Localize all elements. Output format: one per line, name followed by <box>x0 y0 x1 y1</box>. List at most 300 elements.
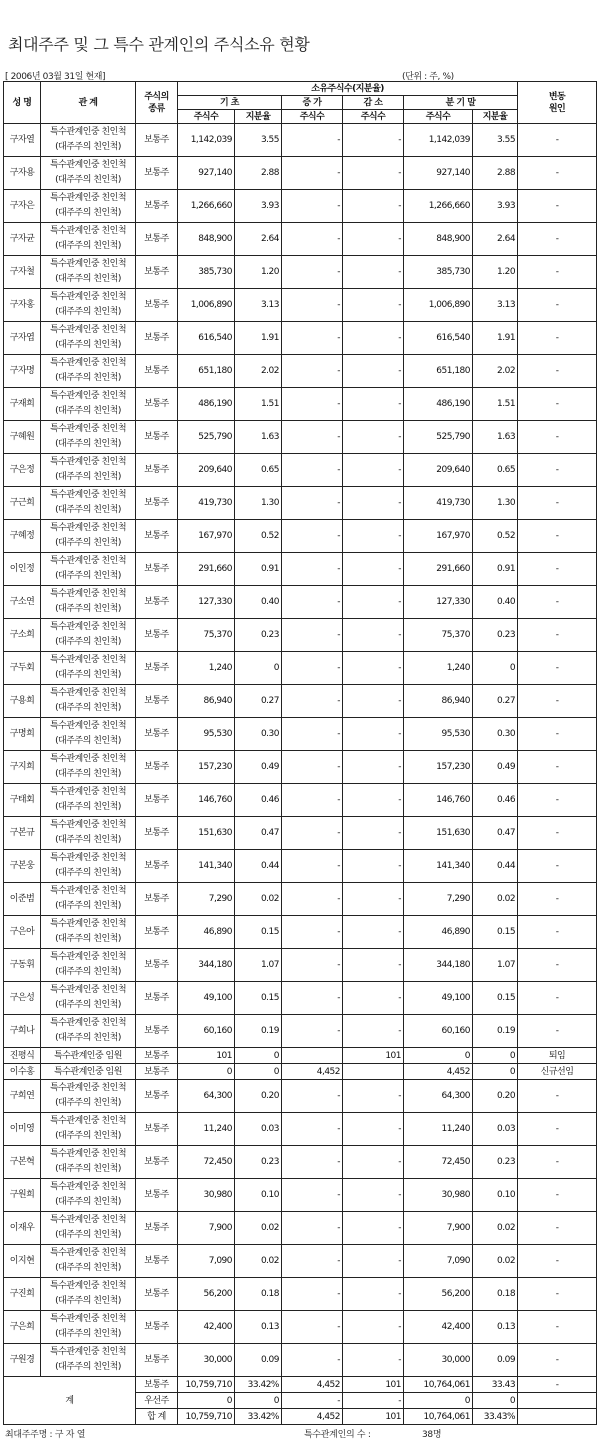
relation-line2: (대주주의 친인척) <box>55 868 121 878</box>
holder-name: 구희연 <box>4 1080 41 1113</box>
holder-name: 구동휘 <box>4 949 41 982</box>
end-shares: 75,370 <box>404 619 473 652</box>
beginning-ratio: 3.55 <box>235 124 282 157</box>
increase-shares: - <box>282 751 343 784</box>
beginning-ratio: 0.40 <box>235 586 282 619</box>
end-ratio: 0.15 <box>473 982 518 1015</box>
end-ratio: 0.27 <box>473 685 518 718</box>
decrease-shares: - <box>343 421 404 454</box>
end-ratio: 0.91 <box>473 553 518 586</box>
relation-line1: 특수관계인중 친인척 <box>49 1314 127 1324</box>
relation-line1: 특수관계인중 친인척 <box>49 490 127 500</box>
relation <box>41 157 136 190</box>
stock-type: 보통주 <box>136 421 178 454</box>
beginning-ratio: 0 <box>235 652 282 685</box>
decrease-shares: - <box>343 322 404 355</box>
end-shares: 10,764,061 <box>404 1377 473 1393</box>
end-shares: 927,140 <box>404 157 473 190</box>
end-ratio: 33.43 <box>473 1377 518 1393</box>
relation <box>41 685 136 718</box>
beginning-ratio: 0 <box>235 1048 282 1064</box>
change-reason: - <box>518 1344 597 1377</box>
beginning-ratio: 33.42% <box>235 1377 282 1393</box>
table-row <box>4 1048 597 1064</box>
beginning-ratio: 3.93 <box>235 190 282 223</box>
change-reason: - <box>518 619 597 652</box>
increase-shares: - <box>282 784 343 817</box>
end-ratio: 0.49 <box>473 751 518 784</box>
change-reason: - <box>518 355 597 388</box>
change-reason: - <box>518 487 597 520</box>
beginning-ratio: 1.20 <box>235 256 282 289</box>
end-ratio: 3.13 <box>473 289 518 322</box>
end-shares: 0 <box>404 1048 473 1064</box>
stock-type: 보통주 <box>136 982 178 1015</box>
beginning-shares: 616,540 <box>178 322 235 355</box>
end-shares: 848,900 <box>404 223 473 256</box>
change-reason: - <box>518 982 597 1015</box>
beginning-shares: 46,890 <box>178 916 235 949</box>
beginning-shares: 146,760 <box>178 784 235 817</box>
beginning-shares: 0 <box>178 1393 235 1409</box>
change-reason: - <box>518 685 597 718</box>
relation-line2: (대주주의 친인척) <box>55 967 121 977</box>
stock-type: 보통주 <box>136 1344 178 1377</box>
decrease-shares: - <box>343 256 404 289</box>
relation-line2: (대주주의 친인척) <box>55 934 121 944</box>
change-reason: - <box>518 322 597 355</box>
relation <box>41 256 136 289</box>
table-row <box>4 388 597 421</box>
decrease-shares: - <box>343 1179 404 1212</box>
relation-line1: 특수관계인중 친인척 <box>49 160 127 170</box>
stock-type: 보통주 <box>136 355 178 388</box>
change-reason: - <box>518 1212 597 1245</box>
beginning-shares: 86,940 <box>178 685 235 718</box>
table-row <box>4 685 597 718</box>
decrease-shares: - <box>343 1146 404 1179</box>
page-title: 최대주주 및 그 특수 관계인의 주식소유 현황 <box>8 35 310 54</box>
beginning-ratio: 2.02 <box>235 355 282 388</box>
end-ratio: 0 <box>473 1064 518 1080</box>
table-row <box>4 949 597 982</box>
relation-line2: (대주주의 친인척) <box>55 835 121 845</box>
beginning-ratio: 33.42% <box>235 1409 282 1425</box>
relation-line2: (대주주의 친인척) <box>55 1164 121 1174</box>
relation-line2: (대주주의 친인척) <box>55 802 121 812</box>
stock-type: 보통주 <box>136 1212 178 1245</box>
table-row <box>4 883 597 916</box>
relation-line1: 특수관계인중 친인척 <box>49 457 127 467</box>
beginning-shares: 7,290 <box>178 883 235 916</box>
holder-name: 구자열 <box>4 124 41 157</box>
relation <box>41 124 136 157</box>
decrease-shares: - <box>343 817 404 850</box>
end-shares: 1,240 <box>404 652 473 685</box>
holder-name: 구자명 <box>4 355 41 388</box>
relation-line1: 특수관계인중 친인척 <box>49 688 127 698</box>
change-reason: - <box>518 1015 597 1048</box>
increase-shares: - <box>282 916 343 949</box>
increase-shares: - <box>282 1179 343 1212</box>
stock-type: 보통주 <box>136 1377 178 1393</box>
holder-name: 구희나 <box>4 1015 41 1048</box>
change-reason: - <box>518 1311 597 1344</box>
relation <box>41 1212 136 1245</box>
table-row <box>4 223 597 256</box>
beginning-ratio: 1.91 <box>235 322 282 355</box>
end-ratio: 3.93 <box>473 190 518 223</box>
end-ratio: 0.44 <box>473 850 518 883</box>
stock-type: 우선주 <box>136 1393 178 1409</box>
relation-line1: 특수관계인중 친인척 <box>49 424 127 434</box>
end-ratio: 0.47 <box>473 817 518 850</box>
relation <box>41 421 136 454</box>
shareholding-table <box>3 81 597 1425</box>
table-row <box>4 1212 597 1245</box>
relation-line2: (대주주의 친인척) <box>55 1362 121 1372</box>
relation-line2: (대주주의 친인척) <box>55 1230 121 1240</box>
end-ratio: 0.23 <box>473 1146 518 1179</box>
beginning-ratio: 0.49 <box>235 751 282 784</box>
end-shares: 86,940 <box>404 685 473 718</box>
change-reason: - <box>518 223 597 256</box>
relation <box>41 883 136 916</box>
change-reason: - <box>518 850 597 883</box>
beginning-ratio: 0.15 <box>235 982 282 1015</box>
table-row <box>4 1179 597 1212</box>
end-ratio: 0 <box>473 652 518 685</box>
beginning-ratio: 1.30 <box>235 487 282 520</box>
holder-name: 구혜원 <box>4 421 41 454</box>
decrease-shares: - <box>343 289 404 322</box>
end-shares: 46,890 <box>404 916 473 949</box>
decrease-shares <box>343 1064 404 1080</box>
relation-line2: (대주주의 친인척) <box>55 274 121 284</box>
beginning-shares: 7,090 <box>178 1245 235 1278</box>
change-reason: - <box>518 454 597 487</box>
holder-name: 진평식 <box>4 1048 41 1064</box>
unit-note: (단위 : 주, %) <box>402 72 454 82</box>
header-ratio: 지분율 <box>235 110 282 124</box>
stock-type: 합 계 <box>136 1409 178 1425</box>
holder-name: 이지현 <box>4 1245 41 1278</box>
header-change-reason: 변동 원인 <box>518 82 597 124</box>
beginning-ratio: 0.10 <box>235 1179 282 1212</box>
beginning-shares: 927,140 <box>178 157 235 190</box>
increase-shares: - <box>282 652 343 685</box>
relation-line2: (대주주의 친인척) <box>55 1098 121 1108</box>
table-row <box>4 652 597 685</box>
increase-shares: - <box>282 982 343 1015</box>
increase-shares: - <box>282 1311 343 1344</box>
holder-name: 구두회 <box>4 652 41 685</box>
end-ratio: 3.55 <box>473 124 518 157</box>
beginning-shares: 1,266,660 <box>178 190 235 223</box>
beginning-ratio: 0.91 <box>235 553 282 586</box>
holder-name: 이인정 <box>4 553 41 586</box>
beginning-ratio: 0.23 <box>235 1146 282 1179</box>
relation <box>41 718 136 751</box>
table-row <box>4 916 597 949</box>
beginning-shares: 30,980 <box>178 1179 235 1212</box>
relation-line2: (대주주의 친인척) <box>55 373 121 383</box>
table-row <box>4 982 597 1015</box>
beginning-ratio: 0.27 <box>235 685 282 718</box>
relation-line1: 특수관계인중 친인척 <box>49 985 127 995</box>
relation-line2: (대주주의 친인척) <box>55 703 121 713</box>
beginning-ratio: 0 <box>235 1393 282 1409</box>
relation <box>41 487 136 520</box>
stock-type: 보통주 <box>136 157 178 190</box>
relation-line1: 특수관계인중 친인척 <box>49 292 127 302</box>
increase-shares: - <box>282 454 343 487</box>
relation-line2: (대주주의 친인척) <box>55 241 121 251</box>
relation-line1: 특수관계인중 친인척 <box>49 622 127 632</box>
stock-type: 보통주 <box>136 784 178 817</box>
increase-shares: - <box>282 1393 343 1409</box>
relation <box>41 652 136 685</box>
end-shares: 651,180 <box>404 355 473 388</box>
relation <box>41 322 136 355</box>
change-reason: 신규선임 <box>518 1064 597 1080</box>
change-reason: - <box>518 289 597 322</box>
stock-type: 보통주 <box>136 619 178 652</box>
end-ratio: 0.10 <box>473 1179 518 1212</box>
decrease-shares: - <box>343 850 404 883</box>
relation-line2: (대주주의 친인척) <box>55 538 121 548</box>
relation-line2: (대주주의 친인척) <box>55 1033 121 1043</box>
relation-line1: 특수관계인중 친인척 <box>49 820 127 830</box>
change-reason: - <box>518 718 597 751</box>
beginning-ratio: 0.02 <box>235 1212 282 1245</box>
change-reason: - <box>518 256 597 289</box>
holder-name: 구재희 <box>4 388 41 421</box>
increase-shares: - <box>282 850 343 883</box>
holder-name: 구혜정 <box>4 520 41 553</box>
stock-type: 보통주 <box>136 949 178 982</box>
relation <box>41 1015 136 1048</box>
relation <box>41 1080 136 1113</box>
table-row <box>4 850 597 883</box>
beginning-shares: 385,730 <box>178 256 235 289</box>
decrease-shares: - <box>343 190 404 223</box>
beginning-shares: 0 <box>178 1064 235 1080</box>
relation-line2: (대주주의 친인척) <box>55 670 121 680</box>
beginning-ratio: 0.47 <box>235 817 282 850</box>
end-shares: 486,190 <box>404 388 473 421</box>
relation-line2: (대주주의 친인척) <box>55 901 121 911</box>
increase-shares: - <box>282 1245 343 1278</box>
beginning-shares: 10,759,710 <box>178 1409 235 1425</box>
stock-type: 보통주 <box>136 1278 178 1311</box>
increase-shares: - <box>282 883 343 916</box>
end-ratio: 0.40 <box>473 586 518 619</box>
relation-line1: 특수관계인중 친인척 <box>49 226 127 236</box>
decrease-shares: - <box>343 982 404 1015</box>
change-reason: - <box>518 817 597 850</box>
beginning-shares: 291,660 <box>178 553 235 586</box>
table-row <box>4 1245 597 1278</box>
header-quarter-end: 분 기 말 <box>404 96 518 110</box>
end-ratio: 0.30 <box>473 718 518 751</box>
change-reason: - <box>518 157 597 190</box>
increase-shares: - <box>282 817 343 850</box>
decrease-shares: - <box>343 586 404 619</box>
relation-line1: 특수관계인중 친인척 <box>49 1149 127 1159</box>
relation-line1: 특수관계인중 친인척 <box>49 886 127 896</box>
relation-line2: (대주주의 친인척) <box>55 736 121 746</box>
relation-line2: (대주주의 친인척) <box>55 1263 121 1273</box>
beginning-shares: 157,230 <box>178 751 235 784</box>
stock-type: 보통주 <box>136 1015 178 1048</box>
beginning-shares: 64,300 <box>178 1080 235 1113</box>
stock-type: 보통주 <box>136 520 178 553</box>
table-row <box>4 124 597 157</box>
beginning-ratio: 0.19 <box>235 1015 282 1048</box>
relation <box>41 520 136 553</box>
table-row <box>4 487 597 520</box>
holder-name: 구본혁 <box>4 1146 41 1179</box>
holder-name: 구자철 <box>4 256 41 289</box>
total-row <box>4 1377 597 1393</box>
decrease-shares: - <box>343 454 404 487</box>
beginning-ratio: 0.30 <box>235 718 282 751</box>
beginning-shares: 651,180 <box>178 355 235 388</box>
decrease-shares: - <box>343 949 404 982</box>
relation-line2: (대주주의 친인척) <box>55 1329 121 1339</box>
beginning-shares: 11,240 <box>178 1113 235 1146</box>
holder-name: 이재우 <box>4 1212 41 1245</box>
end-shares: 56,200 <box>404 1278 473 1311</box>
holder-name: 구본웅 <box>4 850 41 883</box>
relation <box>41 784 136 817</box>
decrease-shares: - <box>343 1212 404 1245</box>
increase-shares: - <box>282 157 343 190</box>
beginning-shares: 167,970 <box>178 520 235 553</box>
change-reason: - <box>518 520 597 553</box>
end-ratio: 0.52 <box>473 520 518 553</box>
decrease-shares: - <box>343 355 404 388</box>
beginning-ratio: 0.13 <box>235 1311 282 1344</box>
holder-name: 구은아 <box>4 916 41 949</box>
decrease-shares: - <box>343 157 404 190</box>
change-reason: - <box>518 1377 597 1393</box>
end-shares: 7,900 <box>404 1212 473 1245</box>
header-ratio: 지분율 <box>473 110 518 124</box>
relation-line1: 특수관계인중 친인척 <box>49 259 127 269</box>
beginning-shares: 1,240 <box>178 652 235 685</box>
increase-shares: - <box>282 421 343 454</box>
increase-shares: - <box>282 487 343 520</box>
relation <box>41 388 136 421</box>
change-reason: - <box>518 190 597 223</box>
increase-shares: - <box>282 256 343 289</box>
end-shares: 1,266,660 <box>404 190 473 223</box>
beginning-shares: 30,000 <box>178 1344 235 1377</box>
end-shares: 151,630 <box>404 817 473 850</box>
table-row <box>4 1344 597 1377</box>
table-row <box>4 1311 597 1344</box>
holder-name: 구진희 <box>4 1278 41 1311</box>
holder-name: 구자은 <box>4 190 41 223</box>
table-row <box>4 355 597 388</box>
end-ratio: 33.43% <box>473 1409 518 1425</box>
relation-line2: (대주주의 친인척) <box>55 208 121 218</box>
table-row <box>4 157 597 190</box>
change-reason: - <box>518 652 597 685</box>
table-row <box>4 520 597 553</box>
change-reason: - <box>518 553 597 586</box>
increase-shares: - <box>282 1278 343 1311</box>
end-ratio: 0.23 <box>473 619 518 652</box>
table-row <box>4 1080 597 1113</box>
stock-type: 보통주 <box>136 190 178 223</box>
stock-type: 보통주 <box>136 916 178 949</box>
increase-shares: - <box>282 553 343 586</box>
decrease-shares: - <box>343 1311 404 1344</box>
relation-line2: (대주주의 친인척) <box>55 142 121 152</box>
end-shares: 344,180 <box>404 949 473 982</box>
decrease-shares: 101 <box>343 1409 404 1425</box>
end-ratio: 0.03 <box>473 1113 518 1146</box>
relation-line2: (대주주의 친인척) <box>55 1296 121 1306</box>
beginning-shares: 60,160 <box>178 1015 235 1048</box>
beginning-shares: 72,450 <box>178 1146 235 1179</box>
end-ratio: 0.19 <box>473 1015 518 1048</box>
beginning-ratio: 1.63 <box>235 421 282 454</box>
relation <box>41 355 136 388</box>
relation-line2: (대주주의 친인척) <box>55 1197 121 1207</box>
end-shares: 4,452 <box>404 1064 473 1080</box>
end-ratio: 0.46 <box>473 784 518 817</box>
beginning-shares: 95,530 <box>178 718 235 751</box>
increase-shares: - <box>282 190 343 223</box>
stock-type: 보통주 <box>136 553 178 586</box>
relation <box>41 619 136 652</box>
beginning-ratio: 0.44 <box>235 850 282 883</box>
table-row <box>4 553 597 586</box>
end-shares: 385,730 <box>404 256 473 289</box>
beginning-ratio: 0.46 <box>235 784 282 817</box>
relation-line1: 특수관계인중 친인척 <box>49 754 127 764</box>
stock-type: 보통주 <box>136 850 178 883</box>
end-ratio: 0 <box>473 1048 518 1064</box>
end-ratio: 0.15 <box>473 916 518 949</box>
table-row <box>4 718 597 751</box>
holder-name: 구자엽 <box>4 322 41 355</box>
header-shares: 주식수 <box>282 110 343 124</box>
decrease-shares: - <box>343 685 404 718</box>
relation-line1: 특수관계인중 친인척 <box>49 1083 127 1093</box>
beginning-ratio: 0.03 <box>235 1113 282 1146</box>
beginning-shares: 10,759,710 <box>178 1377 235 1393</box>
beginning-ratio: 2.88 <box>235 157 282 190</box>
end-shares: 141,340 <box>404 850 473 883</box>
relation-line2: (대주주의 친인척) <box>55 307 121 317</box>
table-row <box>4 751 597 784</box>
stock-type: 보통주 <box>136 289 178 322</box>
decrease-shares: - <box>343 1113 404 1146</box>
holder-name: 구본규 <box>4 817 41 850</box>
relation <box>41 751 136 784</box>
holder-name: 이수홍 <box>4 1064 41 1080</box>
table-row <box>4 190 597 223</box>
beginning-ratio: 2.64 <box>235 223 282 256</box>
beginning-shares: 525,790 <box>178 421 235 454</box>
change-reason: - <box>518 1080 597 1113</box>
end-ratio: 0.02 <box>473 1245 518 1278</box>
